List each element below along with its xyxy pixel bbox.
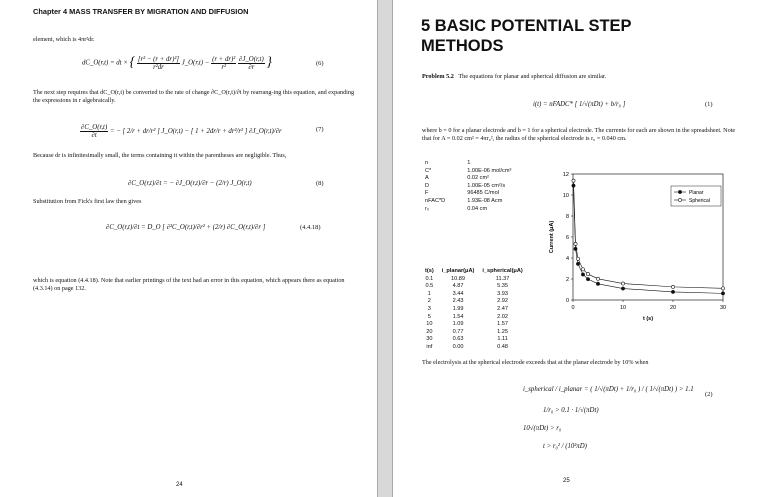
data-point-planar: [721, 292, 724, 295]
table-cell: 0.77: [452, 328, 464, 335]
table-cell: 5.35: [497, 283, 508, 290]
legend-marker: [678, 190, 681, 193]
parameter-row: [421, 168, 515, 176]
table-row: [421, 329, 527, 337]
data-point-spherical: [574, 242, 577, 245]
y-tick-label: 6: [565, 235, 569, 241]
right-page-number: 25: [563, 478, 570, 484]
problem-line: [422, 73, 606, 81]
data-point-planar: [596, 282, 599, 285]
data-point-spherical: [581, 268, 584, 271]
table-row: [421, 314, 527, 322]
table-cell: 30: [426, 336, 433, 343]
eq6-t2-den: r²: [221, 63, 227, 71]
table-cell: 2: [427, 298, 431, 305]
parameter-row: [421, 206, 515, 214]
table-cell: 2.92: [497, 298, 508, 305]
problem-text: The equations for planar and spherical diffusion are similar.: [458, 73, 607, 80]
equation-8: ∂C_O(r,t)/∂t = − ∂J_O(r,t)/∂r − (2/r) J_O(r,t): [128, 180, 252, 187]
parameter-name: C*: [425, 167, 432, 174]
text-fick: Substitution from Fick's first law then gives: [33, 198, 142, 205]
equation-6: dC_O(r,t) = dt × { $\frac{\text{[r² − (r + dr)²]}}{\text{r²dr}}$ J_O(r,t) − $\frac{\text{(r + dr)²}}{\text{r²}}$ $\frac{\partial J\_O(r,t)}{\partial r}$ }: [82, 55, 273, 71]
text-ten-percent: The electrolysis at the spherical electrode exceeds that at the planar electrode by 10% when: [422, 359, 649, 366]
data-point-planar: [581, 273, 584, 276]
table-row: [421, 344, 527, 352]
table-row: [421, 283, 527, 291]
text-element: element, which is 4πr²dr.: [33, 36, 95, 43]
x-tick-label: 20: [669, 305, 677, 311]
text-earlier-printings: which is equation (4.4.18). Note that earlier printings of the text had an error in this equation, which appears there as equation (4.3.14) on page 132.: [33, 277, 345, 292]
table-row: [421, 306, 527, 314]
data-point-spherical: [572, 179, 575, 182]
table-cell: 3: [427, 305, 431, 312]
parameter-row: [421, 160, 515, 168]
x-axis-label: t (s): [642, 316, 654, 322]
equation-7: [80, 124, 282, 139]
text-where-b: where b = 0 for a planar electrode and b = 1 for a spherical electrode. The currents for each are shown in the spreadsheet. Note that for A = 0.02 cm² = 4πr₀², the radius of the spherical electrode is r₀ = 0.040 cm.: [422, 127, 736, 142]
table-row: [421, 336, 527, 344]
table-row: [421, 291, 527, 299]
table-cell: 5: [427, 313, 431, 320]
table-cell: 2.43: [452, 298, 464, 305]
parameter-value: 96485 C/mol: [467, 190, 499, 197]
data-point-spherical: [621, 282, 624, 285]
table-cell: 11.37: [495, 275, 510, 282]
parameter-row: [421, 183, 515, 191]
y-tick-label: 10: [562, 193, 569, 199]
parameter-value: 1.93E-08 Acm: [467, 197, 503, 204]
equation-2: i_spherical / i_planar = ( 1/√(πDt) + 1/r₀ ) / ( 1/√(πDt) ) > 1.1: [523, 386, 694, 393]
eq6-t1-num: [r² − (r + dr)²]: [137, 55, 180, 63]
current-table: [421, 268, 527, 352]
table-cell: 1.09: [452, 321, 464, 328]
eq7-lhs-den: ∂t: [91, 132, 97, 139]
eq7-rhs: = − [ 2/r + dr/r² ] J_O(r,t) − [ 1 + 2dr/r + dr²/r² ] ∂J_O(r,t)/∂r: [109, 128, 282, 136]
right-page: [393, 0, 770, 497]
table-cell: 1.11: [497, 336, 508, 343]
parameter-row: [421, 198, 515, 206]
column-header: i_spherical(μA): [482, 268, 523, 274]
table-cell: 0.1: [425, 275, 434, 282]
y-axis-label: Current (μA): [549, 220, 555, 254]
parameter-value: 0.02 cm²: [467, 175, 489, 182]
parameter-name: A: [425, 175, 429, 182]
x-tick-label: 0: [571, 305, 575, 311]
table-cell: 20: [426, 328, 433, 335]
table-cell: 1.25: [497, 328, 508, 335]
data-point-spherical: [671, 285, 674, 288]
parameter-name: F: [425, 190, 429, 197]
table-cell: 3.93: [497, 290, 508, 297]
text-next-step: The next step requires that dC_O(r,t) be converted to the rate of change ∂C_O(r,t)/∂t by rearrang-ing this equation, and expanding the expressions in r algebraically.: [33, 89, 355, 104]
table-cell: 10: [426, 321, 433, 328]
parameter-name: D: [425, 182, 430, 189]
table-cell: 2.02: [497, 313, 508, 320]
data-point-spherical: [576, 257, 579, 260]
parameter-name: n: [425, 160, 429, 166]
data-point-spherical: [596, 277, 599, 280]
table-cell: 1.57: [497, 321, 508, 328]
eq7-number: (7): [316, 126, 324, 133]
table-cell: 1.54: [452, 313, 464, 320]
equation-2b: 1/r₀ > 0.1 · 1/√(πDt): [543, 407, 599, 414]
parameter-row: [421, 190, 515, 198]
eq1-number: (1): [705, 101, 713, 108]
table-cell: 0.5: [425, 283, 434, 290]
problem-label: Problem 5.2: [422, 73, 454, 80]
data-point-planar: [586, 278, 589, 281]
eq6-t2-num: (r + dr)²: [212, 55, 236, 63]
eq6-t1-den: r²dr: [153, 63, 164, 71]
table-cell: 10.89: [451, 275, 466, 282]
chapter-header: Chapter 4 MASS TRANSFER BY MIGRATION AND DIFFUSION: [33, 7, 249, 16]
table-row: [421, 276, 527, 284]
parameter-name: nFAC*D: [425, 197, 446, 204]
x-tick-label: 10: [619, 305, 627, 311]
table-cell: inf: [426, 343, 433, 350]
table-row: [421, 321, 527, 329]
data-point-spherical: [721, 287, 724, 290]
table-cell: 0.00: [452, 343, 464, 350]
eq6-number: (6): [316, 60, 324, 67]
eq6-t1-tail: J_O(r,t) −: [181, 59, 210, 67]
table-cell: 0.48: [497, 343, 508, 350]
data-point-planar: [621, 287, 624, 290]
table-cell: 3.44: [452, 290, 464, 297]
parameter-table: [421, 160, 515, 213]
equation-1: i(t) = nFADC* [ 1/√(πDt) + b/r₀ ]: [533, 101, 626, 108]
parameter-value: 0.04 cm: [467, 205, 488, 212]
left-page-number: 24: [176, 482, 183, 488]
eq8-number: (8): [316, 180, 324, 187]
data-point-spherical: [586, 272, 589, 275]
equation-2d: t > r₀² / (10²πD): [543, 443, 587, 450]
table-cell: 1.99: [452, 305, 464, 312]
table-cell: 2.47: [497, 305, 508, 312]
equation-4-4-18: ∂C_O(r,t)/∂t = D_O [ ∂²C_O(r,t)/∂r² + (2/r) ∂C_O(r,t)/∂r ]: [106, 224, 266, 231]
column-header: i_planar(μA): [441, 268, 475, 274]
eq2-number: (2): [705, 391, 713, 398]
y-tick-label: 12: [562, 172, 569, 178]
y-tick-label: 0: [565, 298, 569, 304]
eq6-t3-num: ∂J_O(r,t): [239, 55, 264, 63]
data-point-planar: [671, 290, 674, 293]
table-cell: 4.87: [452, 283, 464, 290]
legend-label: Spherical: [689, 198, 710, 204]
parameter-value: 1.00E-06 mol/cm³: [467, 167, 512, 174]
y-tick-label: 8: [565, 214, 569, 220]
parameter-value: 1.00E-05 cm²/s: [467, 182, 506, 189]
parameter-row: [421, 175, 515, 183]
chapter-title-line2: METHODS: [421, 37, 504, 55]
parameter-value: 1: [467, 160, 471, 166]
column-header: t(s): [425, 268, 434, 274]
eq7-lhs-num: ∂C_O(r,t): [81, 124, 108, 131]
legend-label: Planar: [689, 190, 704, 196]
current-vs-time-chart: [543, 170, 733, 335]
eq6-t3-den: ∂r: [248, 63, 255, 71]
table-cell: 1: [427, 290, 431, 297]
chapter-title-line1: 5 BASIC POTENTIAL STEP: [421, 17, 632, 35]
data-point-planar: [576, 262, 579, 265]
left-page: [0, 0, 377, 497]
eq9-number: (4.4.18): [300, 224, 321, 231]
y-tick-label: 2: [565, 277, 569, 283]
text-negligible: Because dr is infinitesimally small, the terms containing it within the parentheses are negligible. Thus,: [33, 152, 287, 159]
table-cell: 0.63: [452, 336, 464, 343]
legend-marker: [678, 198, 681, 201]
table-row: [421, 298, 527, 306]
y-tick-label: 4: [565, 256, 569, 262]
x-tick-label: 30: [719, 305, 727, 311]
eq6-lhs: dC_O(r,t) = dt ×: [82, 59, 128, 67]
page-gutter: [377, 0, 393, 497]
equation-2c: 10√(πDt) > r₀: [523, 425, 562, 432]
parameter-name: r₀: [425, 205, 430, 212]
